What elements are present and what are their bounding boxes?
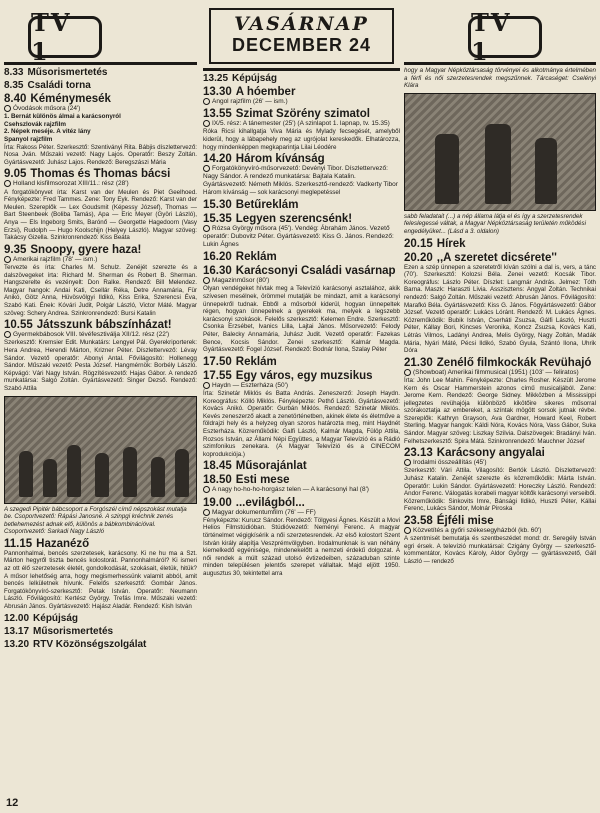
program-entry (404, 447, 596, 513)
program-subtitle: Irodalmi összeállítás (45') (413, 459, 487, 467)
program-heading (203, 356, 400, 368)
program-subtitle: Gyermekbábosok VIII. tévéfesztiválja XII/12. rész (22') (13, 331, 170, 339)
program-title: Képújság (232, 73, 278, 84)
program-title: Műsorismertetés (33, 625, 114, 637)
program-heading (4, 626, 197, 637)
program-list-afternoon (203, 73, 400, 578)
program-entry (4, 319, 197, 392)
program-description: Olyan vendégeket hívtak meg a Televízió karácsonyi asztalához, akik szívesen mesélnek, örömmel mutatják be mindazt, amit a karácsonyi ünnepekről tudnak. Ebből a műsorból kiderül, hogyan ünnepeltek régen, hogyan ünnepelnek a gyerekek ma, melyek a legszebb karácsonyi szokások. Felelős szerkesztő: Kelemen Endre. Szerkesztő: Csonka Erzsébet, Ivanics Lilla, Lajtai János. Műsorvezető: Felody Péter, Balecky Annamária, Juhász Judit. Vezető operatőr: Fazekas Bence, Kocsis Sándor. Zenei szerkesztő: Kalmár Magda. Gyártásvezető: Fogel József. Rendező: Bodnár Ilona, Szalay Péter (203, 285, 400, 354)
circle-marker-icon (404, 369, 411, 376)
program-description: Szerkesztő: Vári Attila. Vilagosító: Bertók László. Díszlettervező: Juhász Katalin. Zenéjét szerezte és közreműködik: Márta István. Operatőr: Lukin Sándor. Gyártásvezető: Horeczky László. Rendező: Andor Ferenc. Válogatás korabeli magyar költők karácsonyi verseiből. Közreműködik: Sinkovits Imre, Bánsági Ildikó, Huszti Péter, Kállai Ferenc, Lukács Sándor, Molnár Piroska (404, 467, 596, 513)
program-title: Zenélő filmkockák Revühajó (436, 356, 592, 369)
circle-marker-icon (203, 225, 210, 232)
circle-marker-icon (203, 382, 210, 389)
circle-marker-icon (4, 105, 11, 112)
program-time: 12.00 (4, 612, 30, 624)
day-header (209, 8, 394, 64)
circle-marker-icon (203, 98, 210, 105)
program-entry (203, 265, 400, 354)
program-heading (203, 86, 400, 98)
circle-marker-icon (404, 527, 411, 534)
program-entry (203, 86, 400, 106)
column-left (4, 0, 197, 813)
program-heading (4, 538, 197, 550)
program-time: 13.25 (203, 73, 229, 84)
program-title: Éjféli mise (436, 515, 494, 528)
program-title: RTV Közönségszolgálat (33, 638, 147, 650)
program-time: 8.33 (4, 67, 24, 78)
program-subtitle-line (203, 509, 400, 517)
program-time: 13.17 (4, 625, 30, 637)
program-heading (4, 67, 197, 78)
program-subtitle-line (203, 120, 400, 128)
circle-marker-icon (404, 459, 411, 466)
program-entry (203, 474, 400, 494)
program-heading (4, 613, 197, 624)
program-description: Írta: John Lee Mahin. Fényképezte: Charles Rosher. Készült Jerome Kern és Oscar Hammerstein azonos című musicaljából. Zene: Jerome Kern. Rendező: George Sidney. Mikközben a Mississippi jellegzetes revühajója különböző kikötőire sikeres műsorral szórakoztatja az embereket, a színtak mögött sorsok jutnak révbe. Szereplők: Kathryn Grayson, Ava Gardner, Howard Keel, Robert Sterling. Magyar hangok: Káldi Nóra, Kovács Nóra, Vass Gábor, Suka Sándor. Magyar szöveg: Liszkay Szilvia. Dalszövegek: Bradányi Iván. Felhetszerkesztő: Spira Mátá. Szinkronrendező: Mauchner József (404, 376, 596, 445)
program-time: 9.35 (4, 243, 27, 256)
program-entry (4, 613, 197, 624)
program-heading (203, 370, 400, 382)
program-time: 18.45 (203, 460, 232, 473)
program-subtitle-line (203, 98, 400, 106)
program-title: Családi torna (27, 80, 91, 91)
figure (535, 138, 557, 204)
tv1-logo: TV 1 (468, 16, 542, 58)
program-time: 10.55 (4, 319, 33, 332)
program-title: Karácsonyi Családi vasárnap (235, 265, 396, 278)
figure (95, 453, 109, 497)
program-subtitle: Magyar dokumentumfilm (76' — FF) (212, 508, 316, 516)
figure (151, 457, 165, 497)
program-list-morning (4, 67, 197, 393)
program-subtitle-line (203, 165, 400, 189)
program-description: Tervezte és írta: Charles M. Schulz. Zenéjét szerezte és a dalszövegeket írta: Richard M. Sherman és Robert B. Sherman. Hangszerelte és vezényelt: Don Ralke. Rendező: Bill Melendez. Magyar hangok: Andai Kati, Csellár Réka, Detre Annamária, Für Anikó, Götz Anna, Hüvösvölgyi Ildikó, Kiss Erika, Szerencsi Éva, Szabó Kati. Ének: Kóvári Judit, Polgár László, Victor Máté. Magyar szöveg: Schery Andrea. Szinkronrendező: Bursi Katalin (4, 263, 197, 317)
program-subtitle: Angol rajzfilm (26' — ism.) (212, 98, 288, 106)
program-time: 23.13 (404, 447, 433, 460)
program-title: Hazanéző (36, 537, 90, 550)
program-title: Legyen szerencsénk! (235, 213, 353, 226)
program-heading (203, 73, 400, 84)
program-description: Három kívánság — sok karácsonyi meglepetéssel (203, 189, 341, 197)
program-time: 21.30 (404, 356, 433, 369)
program-subtitle-line (404, 369, 596, 377)
program-time: 19.00 (203, 496, 232, 509)
program-description: Róka Ricsi kihallgatja Viva Mária és Mylady fecsegését, amelyből kiderül, hogy a lábapehely meg az ugrójolat kereskedők. Elhatározza, hogy mindenképpen megkaparintja Lilai Léodére (203, 128, 400, 151)
program-subtitle-line (404, 527, 596, 535)
program-subtitle-line (4, 180, 197, 188)
program-time: 8.35 (4, 80, 24, 91)
program-heading (4, 244, 197, 256)
program-description: Írta: Szinetár Miklós és Batta András. Zeneszerző: Joseph Haydn. Koreográfus: Kölló Miklós. Fényképezte: Pethő László. Gyártásvezető: Kovács Anikó. Operatőr: Gurbán Miklós. Rendező: Szinetár Miklós. Kevés zeneszerző akadt a zenetörténetben, akinek élete és életműve a földrajzi hely és a helyzeg olyan szoros határozta meg, mint Haydnét Eszterháza. Közreműködik: Galfi László, Kalmár Magda, Fülöp Attila, Rozsos István, az Állami Népi Együttes, a Magyar Televízió és a Rádió szimfonikus zenekara. (A Magyar Televízió és a CINECOM koprodukciója.) (203, 390, 400, 458)
program-heading (404, 515, 596, 527)
program-heading (4, 639, 197, 650)
header-rule (203, 68, 400, 71)
program-heading (4, 168, 197, 180)
circle-marker-icon (203, 165, 210, 172)
nuns-photo (404, 93, 596, 211)
program-entry (404, 238, 596, 250)
circle-marker-icon (203, 486, 210, 493)
program-entry (203, 213, 400, 249)
program-entry (203, 370, 400, 459)
program-title: Három kívánság (235, 153, 325, 166)
column-right (404, 0, 596, 813)
figure (175, 449, 189, 497)
program-time: 16.20 (203, 251, 232, 264)
program-entry (4, 67, 197, 78)
program-entry (4, 93, 197, 166)
program-entry (4, 168, 197, 241)
program-subtitle-line (203, 277, 400, 285)
program-heading (404, 447, 596, 459)
program-title: Reklám (235, 355, 277, 368)
program-subtitle-line (203, 382, 400, 390)
program-entry (203, 153, 400, 197)
program-heading (4, 319, 197, 331)
program-title: Műsorajánlat (235, 460, 307, 473)
program-entry (4, 244, 197, 317)
program-heading (4, 93, 197, 105)
program-description: A forgatókönyvet írta: Karst van der Meulen és Piet Geelhoed. Fényképezte: Fred Tammes. Zene: Tony Eyk. Rendező: Karst van der Meulen. Szereplők — Lex Goudsmit (Képessy József), Thomas — Bart Steenbeek (Boliba Tamás), Apa — Eric Meyer (Györi László), Anya — Els Ingeborg Smits, Barónő — Georgette Hagedoorn (Vasy Erzsi), Rudolph — Hugo Koolschijn (Helyey László). Magyar szöveg: Takácsy Gizella. Szinkronrendező: Kiss Beáta (4, 188, 197, 242)
column-middle (203, 0, 400, 813)
program-title: ,,A szeretet dicsérete'' (436, 251, 557, 264)
program-heading (203, 497, 400, 509)
program-description: Fényképezte: Kurucz Sándor. Rendező: Tölgyesi Ágnes. Készült a Movi Helios Filmstúdióban. Stúdióvezető: Neményi Ferenc. A magyar történelmet végigkísérik a női szerzetesrendek. Az első kolostort Szent István király alapítja Veszprémvölgyben. Irodalmunknak is van néhány kiemelkedő egyénisége, mindenekelőtt a nemzeti érdekű dolgozat. A női rendek a múlt század utolsó évtizedeiben, századuban szinte minden településen jelentős szerepet vállaltak. Majd eljött 1950. augusztus 30, tekintettel arra (203, 516, 400, 577)
program-title: Szimat Szörény szimatol (235, 108, 370, 121)
program-subtitle: Rózsa György műsora (45'). Vendég: Ábrahám János. Vezető operatőr: Dubovitz Péter. Gyártásvezető: Kiss G. János. Rendező: Lukin Ágnes (203, 225, 394, 249)
program-subtitle-line (203, 486, 400, 494)
puppet-show-photo (4, 396, 197, 504)
program-time: 11.15 (4, 537, 33, 550)
program-time: 9.05 (4, 168, 27, 181)
episode-item: 2. Népek meséje. A vitéz lány (4, 128, 91, 136)
day-name: VASÁRNAP (234, 13, 369, 35)
program-subtitle: Haydn — Eszterháza (50') (212, 382, 289, 390)
program-title: A hóember (235, 86, 296, 98)
program-heading (203, 199, 400, 211)
program-entry (203, 497, 400, 578)
program-heading (203, 460, 400, 472)
circle-marker-icon (203, 120, 210, 127)
program-heading (203, 153, 400, 165)
program-entry (203, 251, 400, 263)
program-heading (203, 251, 400, 263)
program-time: 13.30 (203, 86, 232, 98)
program-title: Kéménymesék (30, 93, 111, 105)
program-entry (4, 639, 197, 650)
figure (19, 451, 33, 497)
program-subtitle-line (4, 256, 197, 264)
program-title: Esti mese (235, 474, 290, 487)
figure (67, 445, 81, 497)
program-entry (203, 460, 400, 472)
program-title: Snoopy, gyere haza! (30, 243, 142, 256)
program-time: 8.40 (4, 93, 27, 105)
program-title: ...evilágból... (235, 496, 305, 509)
program-subtitle-line (404, 459, 596, 467)
photo-caption: A szegedi Pipitér bábcsoport a Forgószél című népszokást mutatja be. Csoportvezető: Rápási Janosné. A szinpgi kréchnik zenés betlehemezést adnak elő, különös a bábkombinációval. Csoportvezető: Sarkadi Nagy László (4, 505, 187, 536)
program-time: 16.30 (203, 265, 232, 278)
tv1-logo: TV 1 (28, 16, 102, 58)
figure (43, 459, 57, 497)
program-entry (203, 199, 400, 211)
program-description: A szentmisét bemutatja és szentbeszédet mond: dr. Seregély István egri érsek. A televízió munkatársai: Czigány György — szerkesztő-kommentátor, Kovács Károly, Aldor György — gyártásvezető, Gáll László — rendező (404, 535, 596, 566)
episode-item: Csehszlovák rajzfilm (4, 120, 66, 128)
program-time: 20.20 (404, 251, 433, 264)
circle-marker-icon (4, 180, 11, 187)
program-time: 14.20 (203, 153, 232, 166)
program-title: Thomas és Thomas bácsi (30, 168, 171, 181)
program-time: 17.50 (203, 355, 232, 368)
program-heading (203, 265, 400, 277)
program-title: Egy város, egy muzsikus (235, 369, 373, 382)
program-heading (404, 252, 596, 264)
program-entry (4, 80, 197, 91)
program-heading (203, 108, 400, 120)
program-title: Karácsony angyalai (436, 447, 545, 460)
program-entry (203, 356, 400, 368)
program-entry (203, 73, 400, 84)
program-subtitle: A nagy ho-ho-ho-horgász telen — A karácsonyi hal (8') (212, 486, 369, 494)
program-subtitle-line (203, 225, 400, 249)
episode-item: Spanyol rajzfilm (4, 136, 53, 143)
figure (435, 134, 459, 204)
program-time: 17.55 (203, 369, 232, 382)
program-entry (203, 108, 400, 151)
program-list-evening (404, 238, 596, 566)
program-time: 18.50 (203, 474, 232, 487)
program-entry (404, 357, 596, 446)
program-time: 15.35 (203, 213, 232, 226)
figure (485, 124, 511, 204)
program-time: 20.15 (404, 237, 433, 250)
program-title: Hírek (436, 237, 466, 250)
program-description: Szerkesztő: Kremsier Edit. Munkatárs: Lengyel Pál. Gyerekriporterek: Hera Andrea, Herendi Márton, Krizner Péter. Díszlettervező: Lévay Sándor. Vezető operatőr: Abonyi Antal. Fővilágosító: Hollenegg Sándor. Műszaki vezető: Pesta József. Hangmérnök: Borbély László. Képvágó: Vári Nagy István. Rögzítésvezető: Hajas Gábor. A rendező munkatársa: Salgó Zoltán. Gyártásvezető: Singer Dezső. Rendező: Szabó Attila (4, 339, 197, 392)
photo-caption: sabb feladatait (...) a nép állama látja el és így a szerzetesrendek feleslegessé váltak, a Magyar Népköztársaság területén működési engedélyüket... (Lásd a 3. oldalon) (404, 212, 586, 235)
program-title: Műsorismertetés (27, 67, 108, 78)
date: DECEMBER 24 (231, 35, 372, 55)
program-time: 13.55 (203, 108, 232, 121)
program-heading (203, 474, 400, 486)
program-subtitle: Közvetítés a győri székesegyházból (kb. 60') (413, 527, 542, 535)
program-title: Reklám (235, 251, 277, 264)
episode-item: 1. Bernát különös álmai a karácsonyról (4, 113, 121, 121)
circle-marker-icon (203, 509, 210, 516)
program-subtitle: Magazinműsor (80') (212, 277, 270, 285)
program-description: Ezen a szép ünnepen a szeretetről kíván szólni a dal is, vers, a tánc (70'). Szerkesztő: Kolozsi Béla. Zenei vezető: Kocsák Tibor. Koreográfus: Lászlo Péter. Díszlet: Langmár András. Jelmez: Tóth Barna. Maszk: Haraszti Livia. Asszisztens: Angyal Zoltán. Technikai rendező: Salgó Zoltán. Műszaki vezető: Abrusán János. Fővilágosító: Marafkó Béla. Gyártásvezető: Kiss G. János. Fögyártásvezető: Gábor József. Vezető operatőr: Lukács Lóránt. Rendező: M. Lukács Ágnes. Közreműködik: Bubik István, Cserháti Zsuzsa, Gálfi László, Huszti Péter, Kállay Bori, Kincses Veronika, Koncz Zsuzsa, Kovács Kati, Létrás Vilmos, Ladányi Andrea, Melis György, Nagy Zoltán, Madák Mária, Nyári Máté, Pécsi Ildikó, Szabó Gyula, Szántó Ilona, Uhrik Dóra (404, 263, 596, 355)
program-subtitle: (Showboat) Amerikai filmmusical (1951) (103' — feliratos) (413, 368, 579, 376)
continued-text: hogy a Magyar Népköztársaság törvényei és alkotmánya értelmében a férfi és női szerzetesrendek megszűnnek. Tárcaséget: Cselényi Klára (404, 67, 596, 90)
program-subtitle: Amerikai rajzfilm (78' — ism.) (13, 255, 98, 263)
program-entry (4, 538, 197, 611)
program-subtitle: IX/5. rész: A tánemester (25') (A szinlapot 1. lapnap, tv. 15.35) (212, 120, 390, 128)
program-time: 23.58 (404, 515, 433, 528)
program-subtitle: Forgatókönyvíró-műsorvezető: Devényi Tibor. Díszlettervező: Nagy Sándor. A rendező munkatársa: Bajtala Katalin. Gyártásvezető: Németh Miklós. Szerkesztő-rendező: Vadkerty Tibor (203, 165, 398, 189)
figure (123, 447, 137, 497)
program-time: 15.30 (203, 199, 232, 212)
program-entry (404, 515, 596, 566)
program-time: 13.20 (4, 638, 30, 650)
program-entry (404, 252, 596, 355)
program-description: Írta: Rakoss Péter. Szerkesztő: Szentiványi Rita. Bábjis díszlettervező: Nosa Jván. Műszaki vezető: Nagy Lajos. Operatőr: Beszy Zoltán. Gyártásvezető: Juhász Lajos. Rendező: Beregszászi Mária (4, 143, 197, 166)
program-subtitle: Óvodások műsora (24') (13, 105, 81, 113)
page-number: 12 (6, 797, 19, 809)
program-title: Játsszunk bábszínházat! (36, 319, 172, 332)
program-heading (404, 357, 596, 369)
program-entry (4, 626, 197, 637)
program-subtitle: Holland kisfilmsorozat XIII/11.: rész (28') (13, 180, 129, 188)
circle-marker-icon (4, 331, 11, 338)
program-subtitle-line (4, 331, 197, 339)
program-title: Betűreklám (235, 199, 299, 212)
circle-marker-icon (203, 277, 210, 284)
program-subtitle-line (4, 105, 197, 113)
program-heading (4, 80, 197, 91)
program-title: Képújság (33, 612, 79, 624)
program-list-noon (4, 538, 197, 650)
circle-marker-icon (4, 256, 11, 263)
program-heading (404, 238, 596, 250)
program-heading (203, 213, 400, 225)
program-description: Pannonhalmai, bencés szerzetesek, karácsony. Ki ne hu ma a Szt. Márton hegyről tiszta bencés kolostorát. Pannonhalmáról? Ki ismeri az ott élő szerzetesek életét, gondolkodását, szokásait, életük, hitük? A műsor lehetőség arra, hogy megismerhessünk valamit abból, amit bencés lelkületnek hívunk. Felelős szerkesztő: Gombár János. Forgatókönyvíró-szerkesztő: Petak István. Operatőr: Neumann László. Fővilágosító: Kertész György. Trefás Imre. Műszaki vezető: Abrusán János. Gyártásvezető: Hajász Aladár. Rendező: Kish István (4, 549, 197, 611)
